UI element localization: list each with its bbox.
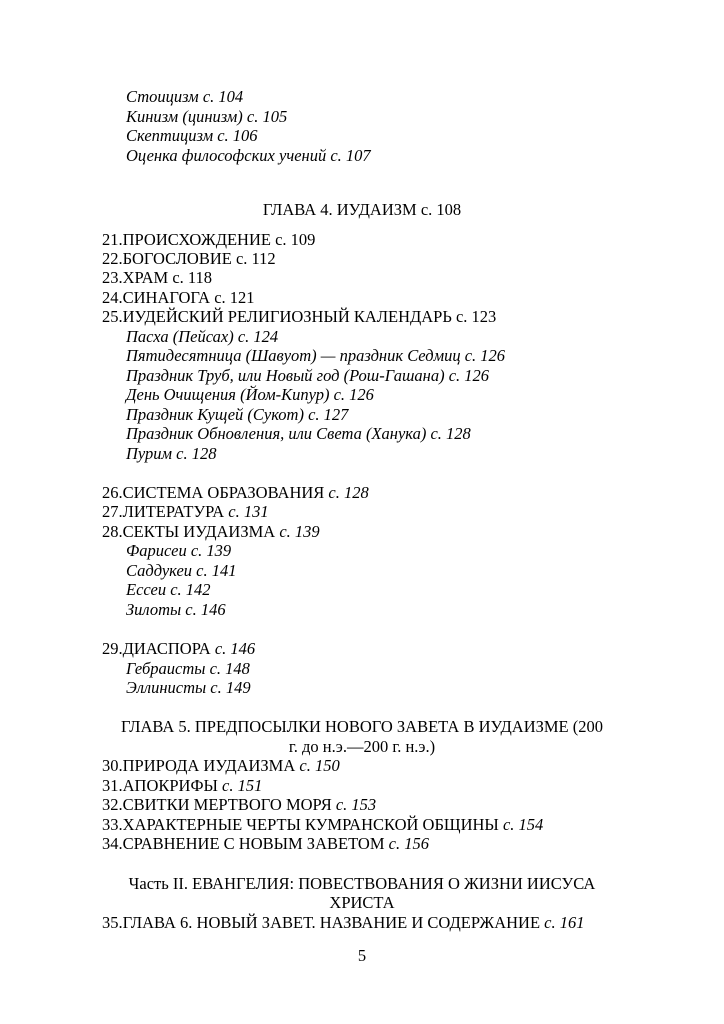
toc-entry bbox=[102, 483, 369, 503]
toc-subentry: Пасха (Пейсах) с. 124 bbox=[126, 327, 279, 346]
toc-entry-title: 27.ЛИТЕРАТУРА bbox=[102, 502, 229, 521]
toc-subentry: Праздник Кущей (Сукот) с. 127 bbox=[126, 405, 349, 424]
toc-entry: 24.СИНАГОГА с. 121 bbox=[102, 288, 255, 307]
toc-entry-title: 35.ГЛАВА 6. НОВЫЙ ЗАВЕТ. НАЗВАНИЕ И СОДЕРЖАНИЕ bbox=[102, 913, 545, 932]
toc-entry-title: 31.АПОКРИФЫ bbox=[102, 776, 223, 795]
toc-entry bbox=[102, 776, 262, 796]
toc-entry-title: 28.СЕКТЫ ИУДАИЗМА bbox=[102, 522, 280, 541]
toc-entry bbox=[102, 815, 543, 835]
toc-entry: 21.ПРОИСХОЖДЕНИЕ с. 109 bbox=[102, 230, 316, 249]
toc-entry-page: с. 151 bbox=[222, 776, 263, 795]
toc-entry-title: 26.СИСТЕМА ОБРАЗОВАНИЯ bbox=[102, 483, 329, 502]
toc-entry-page: с. 146 bbox=[214, 639, 256, 658]
toc-entry-page: с. 139 bbox=[279, 522, 320, 541]
toc-entry-page: с. 156 bbox=[388, 834, 429, 853]
chapter-heading-continued: г. до н.э.—200 г. н.э.) bbox=[288, 737, 436, 756]
toc-subentry: Эллинисты с. 149 bbox=[126, 678, 251, 697]
chapter-heading: ГЛАВА 5. ПРЕДПОСЫЛКИ НОВОГО ЗАВЕТА В ИУДАИЗМЕ (200 bbox=[120, 717, 604, 736]
toc-entry bbox=[102, 639, 255, 659]
toc-entry-title: 32.СВИТКИ МЕРТВОГО МОРЯ bbox=[102, 795, 336, 814]
toc-subentry: Праздник Обновления, или Света (Ханука) с. 128 bbox=[126, 424, 471, 443]
toc-entry: 22.БОГОСЛОВИЕ с. 112 bbox=[102, 249, 276, 268]
toc-entry bbox=[102, 522, 320, 542]
toc-subentry: Пятидесятница (Шавуот) — праздник Седмиц с. 126 bbox=[126, 346, 506, 365]
toc-entry bbox=[102, 913, 585, 933]
toc-entry bbox=[102, 834, 429, 854]
toc-subentry: Гебраисты с. 148 bbox=[126, 659, 250, 678]
toc-entry-page: с. 150 bbox=[299, 756, 340, 775]
toc-entry-page: с. 128 bbox=[328, 483, 369, 502]
toc-entry bbox=[102, 795, 376, 815]
toc-entry-page: с. 161 bbox=[544, 913, 585, 932]
toc-subentry: Праздник Труб, или Новый год (Рош-Гашана) с. 126 bbox=[126, 366, 490, 385]
page-number: 5 bbox=[357, 946, 367, 965]
toc-entry bbox=[102, 502, 269, 522]
toc-entry-title: 30.ПРИРОДА ИУДАИЗМА bbox=[102, 756, 300, 775]
toc-subentry: Пурим с. 128 bbox=[126, 444, 217, 463]
toc-entry-title: 33.ХАРАКТЕРНЫЕ ЧЕРТЫ КУМРАНСКОЙ ОБЩИНЫ bbox=[102, 815, 503, 834]
toc-entry-title: 34.СРАВНЕНИЕ С НОВЫМ ЗАВЕТОМ bbox=[102, 834, 389, 853]
toc-entry: Кинизм (цинизм) с. 105 bbox=[126, 107, 288, 126]
toc-entry-page: с. 153 bbox=[335, 795, 377, 814]
toc-entry: Стоицизм с. 104 bbox=[126, 87, 244, 106]
toc-entry: 25.ИУДЕЙСКИЙ РЕЛИГИОЗНЫЙ КАЛЕНДАРЬ с. 123 bbox=[102, 307, 497, 326]
toc-entry-page: с. 131 bbox=[228, 502, 269, 521]
toc-subentry: Фарисеи с. 139 bbox=[126, 541, 232, 560]
toc-entry: Скептицизм с. 106 bbox=[126, 126, 258, 145]
toc-entry bbox=[102, 756, 340, 776]
toc-entry: 23.ХРАМ с. 118 bbox=[102, 268, 213, 287]
chapter-heading: ГЛАВА 4. ИУДАИЗМ с. 108 bbox=[262, 200, 462, 219]
toc-subentry: Саддукеи с. 141 bbox=[126, 561, 237, 580]
part-heading: Часть II. ЕВАНГЕЛИЯ: ПОВЕСТВОВАНИЯ О ЖИЗНИ ИИСУСА bbox=[128, 874, 596, 893]
part-heading-continued: ХРИСТА bbox=[329, 893, 395, 912]
toc-entry-page: с. 154 bbox=[502, 815, 544, 834]
toc-entry: Оценка философских учений с. 107 bbox=[126, 146, 371, 165]
toc-entry-title: 29.ДИАСПОРА bbox=[102, 639, 215, 658]
toc-subentry: День Очищения (Йом-Кипур) с. 126 bbox=[126, 385, 374, 404]
toc-subentry: Зилоты с. 146 bbox=[126, 600, 226, 619]
toc-subentry: Ессеи с. 142 bbox=[126, 580, 211, 599]
